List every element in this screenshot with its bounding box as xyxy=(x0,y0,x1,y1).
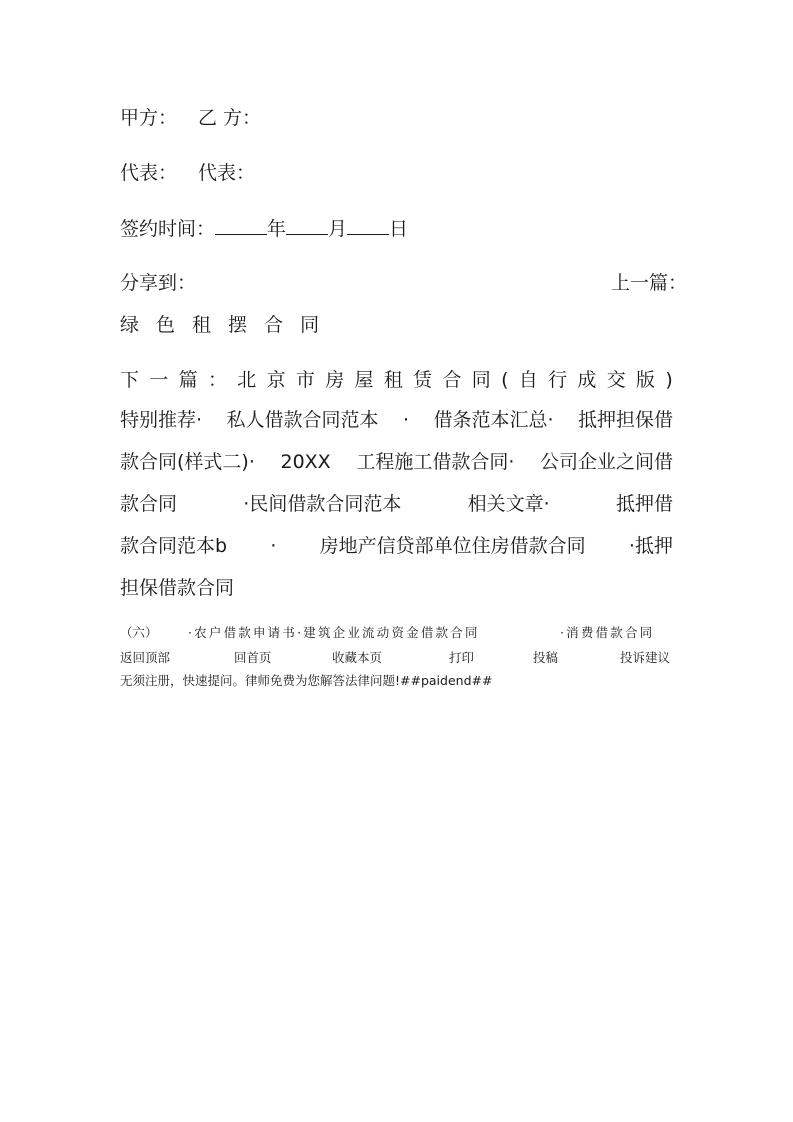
home-link[interactable]: 回首页 xyxy=(234,650,272,665)
recommend-link: · xyxy=(402,409,410,431)
recommend-line-1 xyxy=(120,408,673,432)
recommend-link[interactable]: 房地产信贷部单位住房借款合同 xyxy=(319,535,586,557)
recommend-line-4 xyxy=(120,534,673,558)
year-blank xyxy=(215,215,267,235)
footer-note: 无须注册，快速提问。律师免费为您解答法律问题!##paidend## xyxy=(120,673,493,688)
print-link[interactable]: 打印 xyxy=(449,650,475,665)
recommend-link[interactable]: 担保借款合同 xyxy=(120,577,235,599)
recommend-link[interactable]: 特别推荐· xyxy=(120,409,203,431)
recommend-link[interactable]: 抵押担保借 xyxy=(577,409,673,431)
complaint-link[interactable]: 投诉建议 xyxy=(620,650,671,665)
recommend-link[interactable]: 款合同 xyxy=(120,493,178,515)
recommend-line-3 xyxy=(120,492,673,516)
recommend-link[interactable]: 20XX xyxy=(280,451,331,473)
recommend-link[interactable]: 私人借款合同范本 xyxy=(226,409,379,431)
month-blank xyxy=(286,215,328,235)
party-a-label: 甲方： xyxy=(120,107,178,129)
day-label: 日 xyxy=(389,218,409,240)
small-links[interactable]: ·农户借款申请书·建筑企业流动资金借款合同 xyxy=(188,625,480,640)
month-label: 月 xyxy=(328,218,348,240)
recommend-link[interactable]: ·抵押 xyxy=(628,535,673,557)
bookmark-link[interactable]: 收藏本页 xyxy=(332,650,383,665)
sign-date-line xyxy=(120,215,408,241)
recommend-link[interactable]: ·民间借款合同范本 xyxy=(243,493,402,515)
prev-article-title[interactable]: 绿色租摆合同 xyxy=(120,314,337,336)
recommend-link[interactable]: 款合同(样式二)· xyxy=(120,451,255,473)
recommend-line-2 xyxy=(120,450,673,474)
submit-link[interactable]: 投稿 xyxy=(533,650,559,665)
prev-article-label: 上一篇： xyxy=(611,272,688,294)
rep-b-label: 代表： xyxy=(198,162,256,184)
back-to-top-link[interactable]: 返回顶部 xyxy=(120,650,171,665)
year-label: 年 xyxy=(267,218,287,240)
recommend-link[interactable]: 抵押借 xyxy=(615,493,673,515)
share-label: 分享到： xyxy=(120,272,197,294)
recommend-link[interactable]: 工程施工借款合同· xyxy=(356,451,515,473)
small-item: （六） xyxy=(120,625,158,640)
recommend-link[interactable]: 公司企业之间借 xyxy=(539,451,673,473)
recommend-link[interactable]: 借条范本汇总· xyxy=(433,409,554,431)
recommend-separator: · xyxy=(270,535,277,557)
next-article-link[interactable]: 下 一 篇 ： 北 京 市 房 屋 租 赁 合 同 ( 自 行 成 交 版 ) xyxy=(120,369,673,391)
small-links[interactable]: ·消费借款合同 xyxy=(560,625,655,640)
related-articles-label: 相关文章· xyxy=(467,493,550,515)
party-b-label: 乙 方： xyxy=(198,107,262,129)
rep-a-label: 代表： xyxy=(120,162,178,184)
sign-date-label: 签约时间： xyxy=(120,218,216,240)
day-blank xyxy=(347,215,389,235)
recommend-link[interactable]: 款合同范本b xyxy=(120,535,228,557)
